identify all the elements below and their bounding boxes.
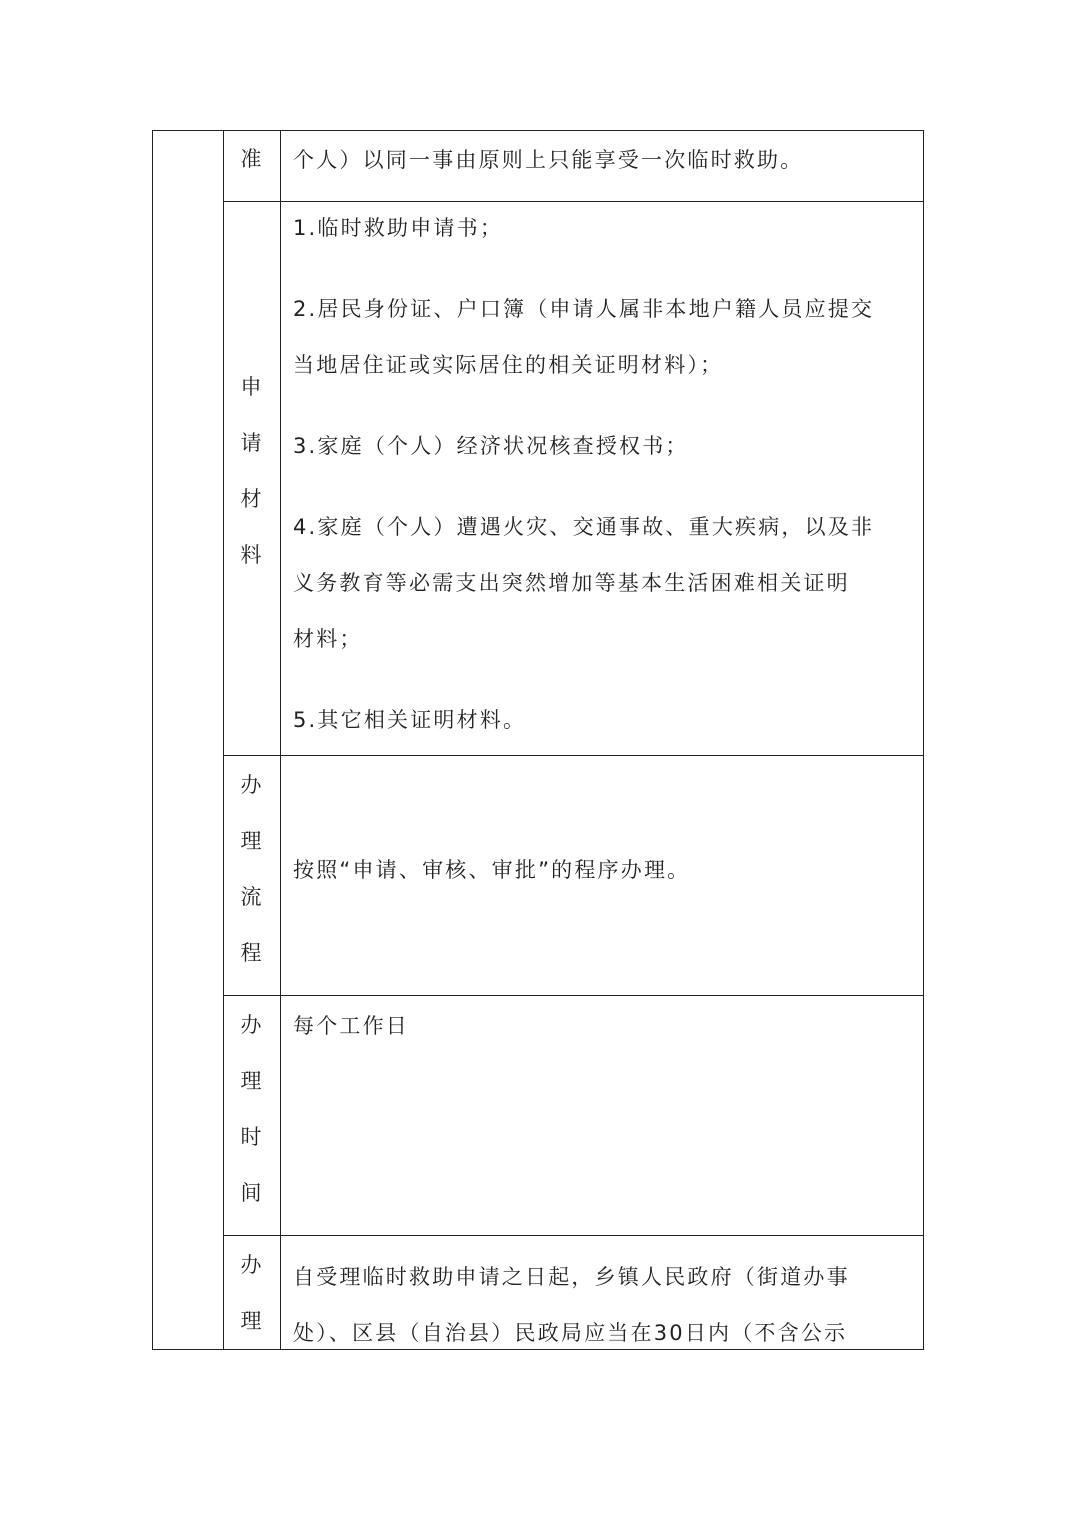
row-divider bbox=[223, 201, 923, 202]
material-item: 5.其它相关证明材料。 bbox=[293, 708, 527, 732]
label-char: 准 bbox=[240, 147, 262, 171]
label-char: 理 bbox=[240, 1309, 262, 1333]
material-item: 1.临时救助申请书； bbox=[293, 216, 504, 240]
label-char: 间 bbox=[240, 1181, 262, 1205]
label-char: 办 bbox=[240, 773, 262, 797]
label-char: 料 bbox=[240, 543, 262, 567]
process-text: 按照“申请、审核、审批”的程序办理。 bbox=[293, 858, 691, 882]
row-label-materials bbox=[223, 359, 279, 583]
deadline-line: 处）、区县（自治县）民政局应当在30日内（不含公示 bbox=[293, 1321, 848, 1345]
material-item: 3.家庭（个人）经济状况核查授权书； bbox=[293, 434, 689, 458]
row-content-materials bbox=[293, 211, 917, 737]
label-char: 材 bbox=[240, 487, 262, 511]
row-content-process bbox=[293, 853, 917, 887]
material-item: 2.居民身份证、户口簿（申请人属非本地户籍人员应提交 bbox=[293, 297, 875, 321]
material-item: 当地居住证或实际居住的相关证明材料）； bbox=[293, 353, 724, 377]
row-content-time bbox=[293, 1009, 917, 1043]
row-label-criteria bbox=[223, 131, 279, 187]
service-guide-table bbox=[152, 130, 924, 1350]
material-item: 义务教育等必需支出突然增加等基本生活困难相关证明 bbox=[293, 571, 850, 595]
deadline-line: 自受理临时救助申请之日起，乡镇人民政府（街道办事 bbox=[293, 1265, 850, 1289]
row-label-deadline bbox=[223, 1237, 279, 1349]
row-label-process bbox=[223, 757, 279, 981]
criteria-text: 个人）以同一事由原则上只能享受一次临时救助。 bbox=[293, 148, 804, 172]
label-char: 办 bbox=[240, 1253, 262, 1277]
column-divider bbox=[280, 131, 281, 1349]
row-divider bbox=[223, 995, 923, 996]
label-char: 流 bbox=[240, 885, 262, 909]
label-char: 理 bbox=[240, 829, 262, 853]
row-content-criteria bbox=[293, 143, 917, 177]
material-item: 材料； bbox=[293, 627, 363, 651]
label-char: 理 bbox=[240, 1069, 262, 1093]
label-char: 申 bbox=[240, 375, 262, 399]
row-divider bbox=[223, 755, 923, 756]
row-label-time bbox=[223, 997, 279, 1221]
label-char: 时 bbox=[240, 1125, 262, 1149]
row-content-deadline bbox=[293, 1249, 917, 1361]
material-item: 4.家庭（个人）遭遇火灾、交通事故、重大疾病，以及非 bbox=[293, 515, 875, 539]
label-char: 程 bbox=[240, 941, 262, 965]
row-divider bbox=[223, 1235, 923, 1236]
time-text: 每个工作日 bbox=[293, 1014, 409, 1038]
label-char: 办 bbox=[240, 1013, 262, 1037]
label-char: 请 bbox=[240, 431, 262, 455]
